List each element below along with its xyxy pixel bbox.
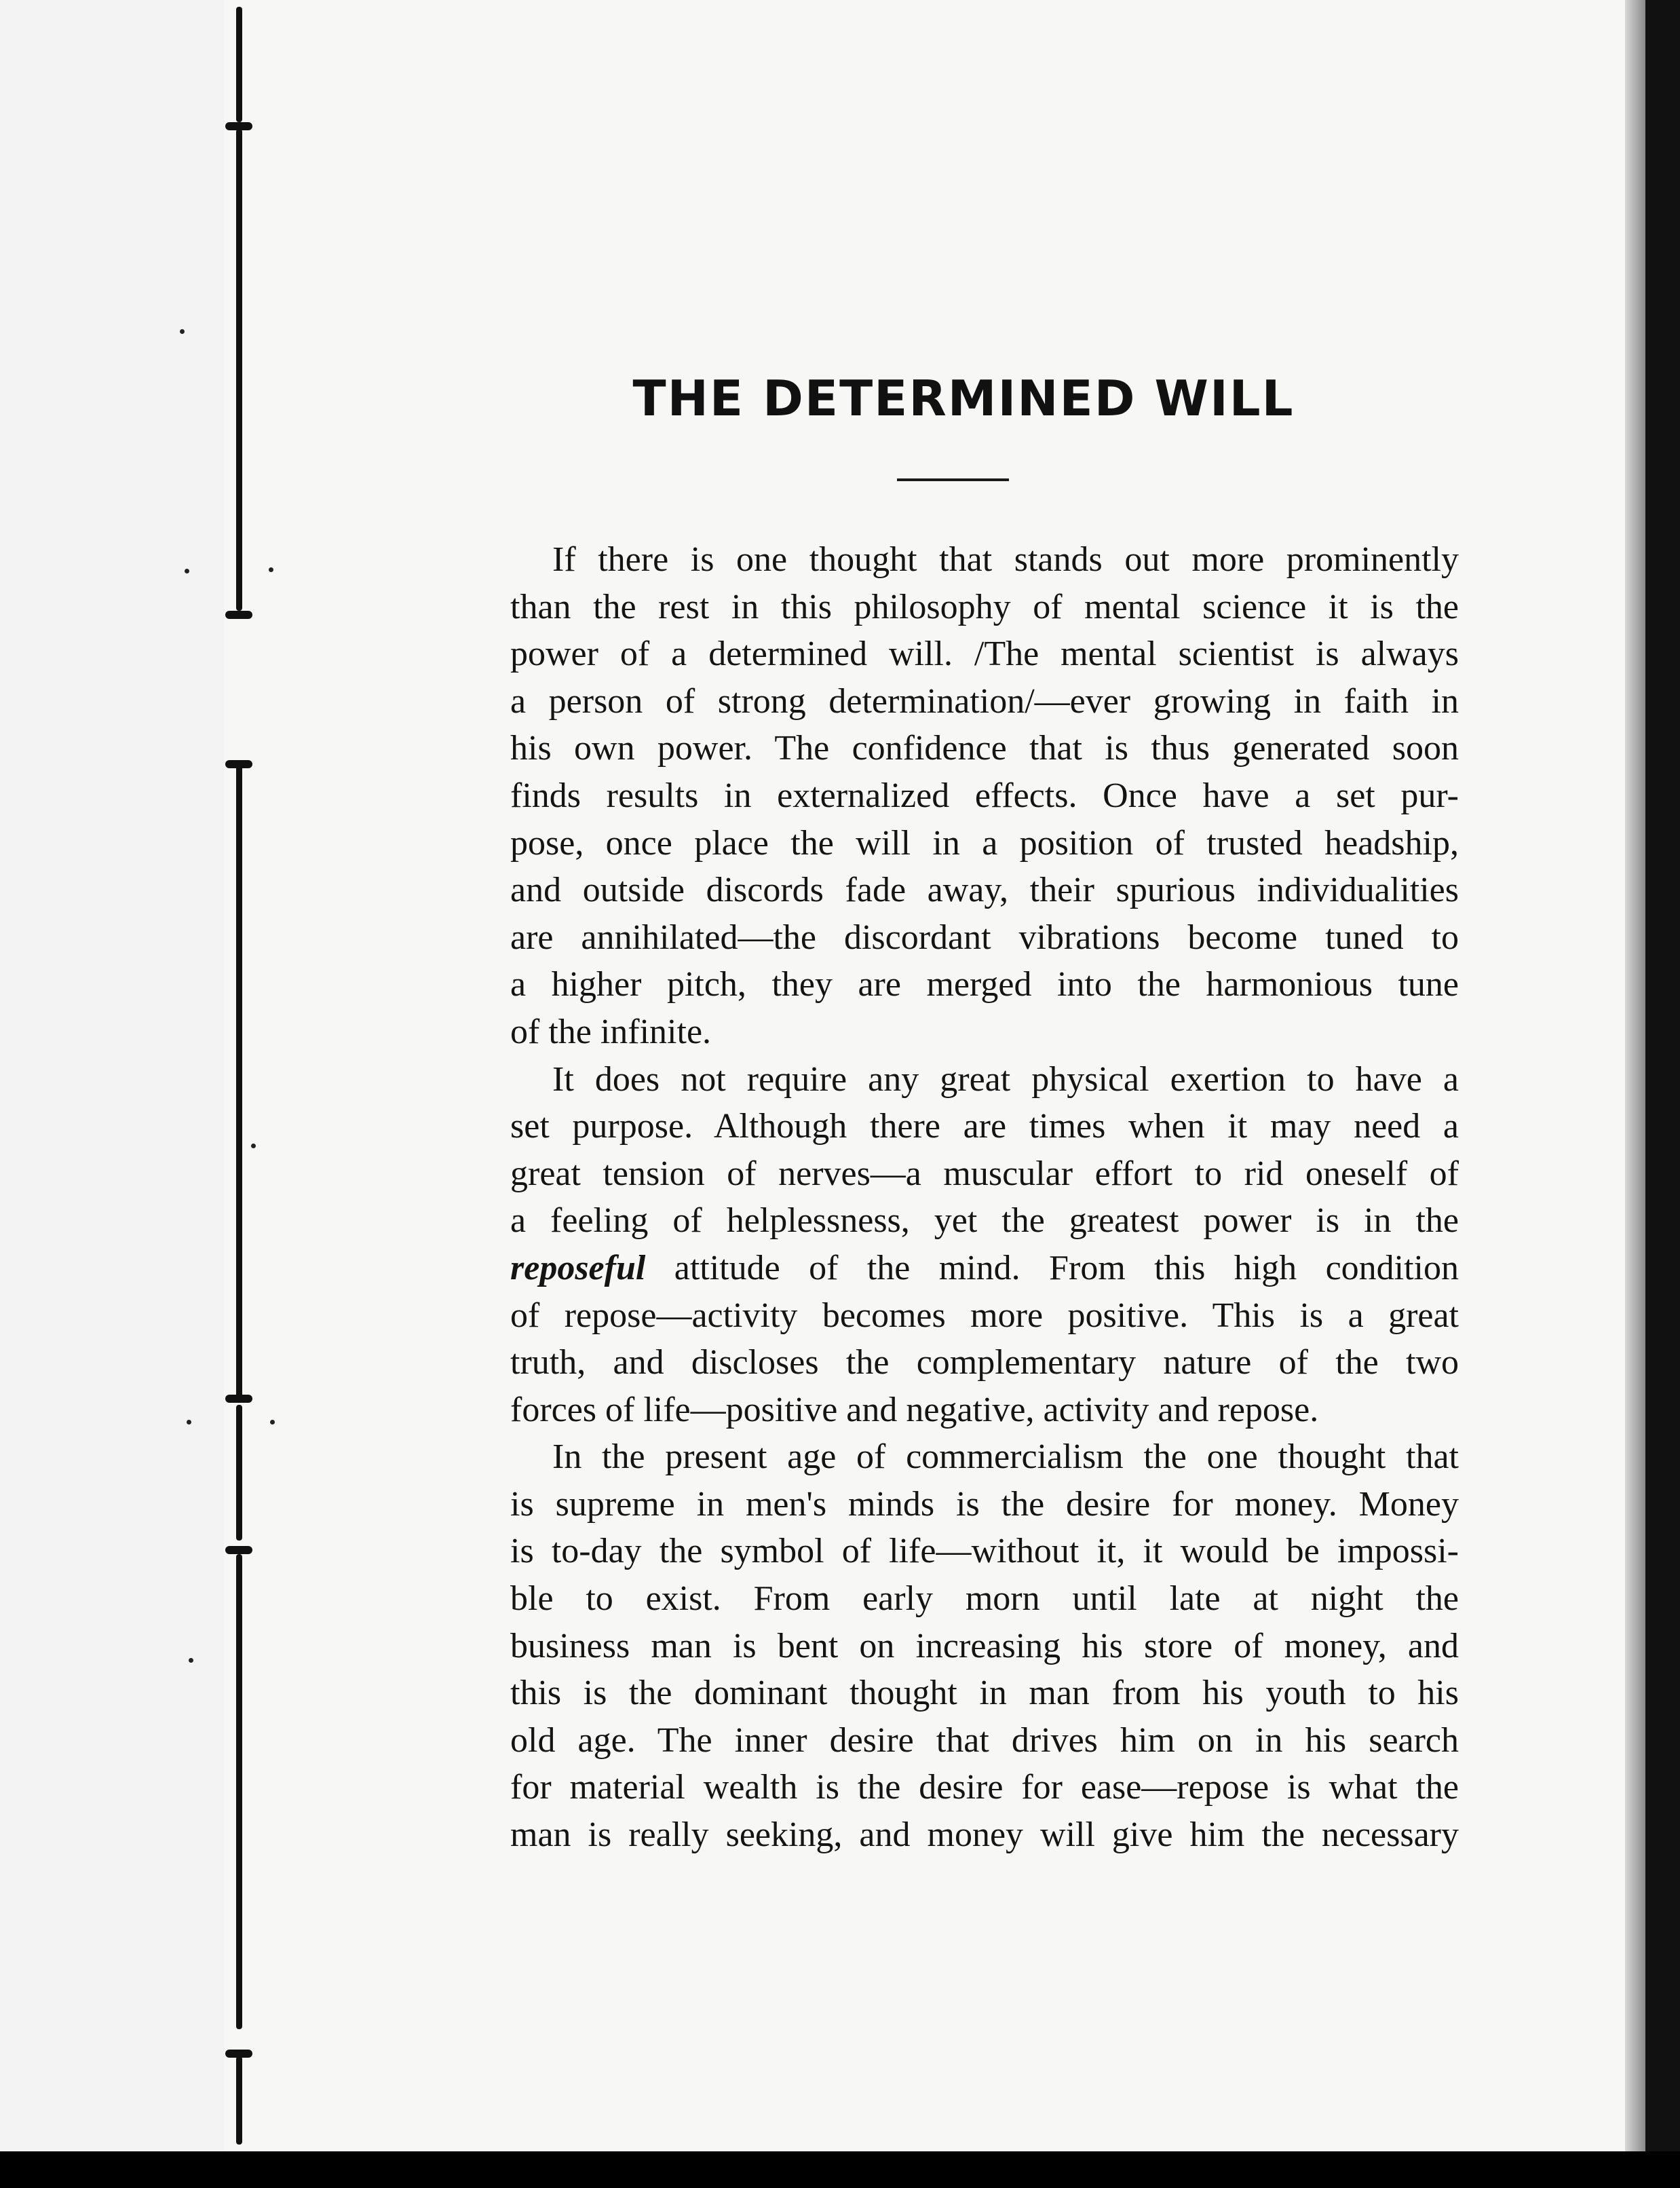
- text-line: pose, once place the will in a position of trusted headship,: [510, 823, 1459, 863]
- text-line: great tension of nerves—a muscular effort to rid oneself of: [510, 1154, 1459, 1193]
- text-line: a feeling of helplessness, yet the greatest power is in the: [510, 1201, 1459, 1241]
- text-line: for material wealth is the desire for ease—repose is what the: [510, 1768, 1459, 1807]
- text-line-rest: attitude of the mind. From this high condition: [674, 1248, 1459, 1287]
- page-edge-shadow: [1625, 0, 1645, 2151]
- text-line: truth, and discloses the complementary nature of the two: [510, 1343, 1459, 1382]
- text-line: ble to exist. From early morn until late at night the: [510, 1579, 1459, 1619]
- text-line: his own power. The confidence that is thus generated soon: [510, 729, 1459, 768]
- text-line: finds results in externalized effects. Once have a set pur-: [510, 776, 1459, 815]
- text-line: If there is one thought that stands out more prominently: [552, 540, 1459, 579]
- text-line: power of a determined will. /The mental scientist is always: [510, 635, 1459, 674]
- scan-border: [0, 2151, 1680, 2188]
- binding-thread: [229, 0, 250, 2151]
- text-line: a higher pitch, they are merged into the harmonious tune: [510, 965, 1459, 1004]
- binding-hole: [185, 569, 189, 573]
- title-rule: [897, 478, 1009, 481]
- text-line: and outside discords fade away, their spurious individualities: [510, 871, 1459, 910]
- text-line: old age. The inner desire that drives him on in his search: [510, 1720, 1459, 1760]
- previous-page-strip: [0, 0, 224, 2151]
- binding-hole: [270, 1420, 275, 1425]
- text-line: In the present age of commercialism the one thought that: [552, 1437, 1459, 1477]
- binding-hole: [180, 329, 185, 334]
- binding-hole: [251, 1144, 256, 1148]
- text-line: a person of strong determination/—ever growing in faith in: [510, 681, 1459, 721]
- body-text: [468, 536, 1459, 1859]
- paragraph: [468, 1056, 1459, 1434]
- scan-border: [1645, 0, 1680, 2188]
- text-line: forces of life—positive and negative, activity and repose.: [510, 1390, 1319, 1429]
- text-line: this is the dominant thought in man from his youth to his: [510, 1674, 1459, 1713]
- binding-hole: [269, 567, 273, 572]
- binding-hole: [187, 1420, 191, 1425]
- text-line: It does not require any great physical exertion to have a: [552, 1059, 1459, 1099]
- binding-hole: [189, 1658, 193, 1663]
- text-line: business man is bent on increasing his store of money, and: [510, 1626, 1459, 1665]
- text-line: [468, 1245, 1459, 1292]
- text-line: of repose—activity becomes more positive. This is a great: [510, 1296, 1459, 1335]
- chapter-title: THE DETERMINED WILL: [632, 370, 1295, 427]
- paragraph: [468, 1433, 1459, 1858]
- text-line: is to-day the symbol of life—without it, it would be impossi-: [510, 1532, 1459, 1571]
- text-line: are annihilated—the discordant vibrations become tuned to: [510, 918, 1459, 957]
- paragraph: [468, 536, 1459, 1056]
- italic-word: reposeful: [510, 1248, 646, 1287]
- text-line: of the infinite.: [510, 1012, 712, 1051]
- text-line: man is really seeking, and money will give him the necessary: [510, 1815, 1459, 1855]
- text-line: set purpose. Although there are times when it may need a: [510, 1107, 1459, 1146]
- text-line: than the rest in this philosophy of mental science it is the: [510, 587, 1459, 626]
- text-line: is supreme in men's minds is the desire for money. Money: [510, 1484, 1459, 1524]
